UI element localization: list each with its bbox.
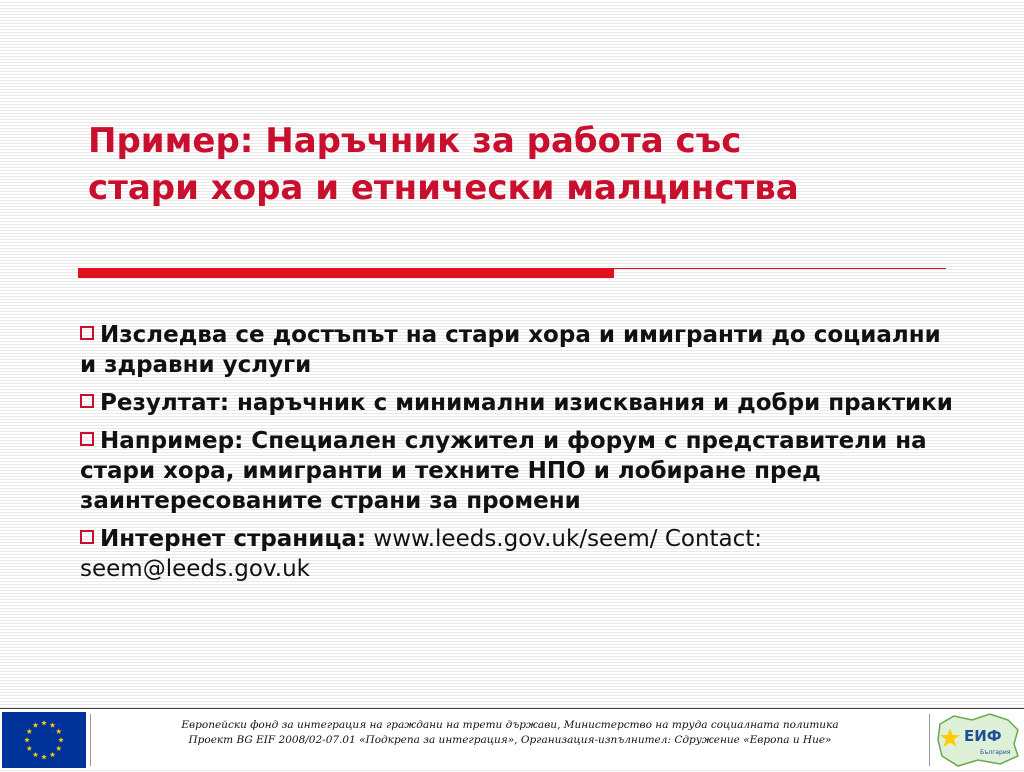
bullet-item-1 (80, 320, 960, 380)
title-divider-thick (78, 268, 614, 278)
title-divider-thin (614, 268, 946, 269)
footer-line-1: Европейски фонд за интеграция на граждани на трети държави, Министерство на труда социалната политика (181, 719, 839, 731)
eif-logo-text: ЕИФ (964, 727, 1002, 745)
slide-title (88, 118, 968, 212)
bullet-label: Интернет страница: (100, 526, 367, 552)
eu-flag-logo (2, 712, 86, 768)
footer-line-2: Проект BG EIF 2008/02-07.01 «Подкрепа за интеграция», Организация-изпълнител: Сдружение «Европа и Ние» (188, 734, 832, 746)
square-bullet-icon (80, 530, 94, 544)
slide-title-line-2: стари хора и етнически малцинства (88, 168, 799, 208)
website-contact-link[interactable]: www.leeds.gov.uk/seem/ Contact: seem@leeds.gov.uk (80, 526, 763, 582)
bullet-item-2 (80, 388, 960, 418)
square-bullet-icon (80, 394, 94, 408)
slide-title-line-1: Пример: Наръчник за работа със (88, 121, 742, 161)
square-bullet-icon (80, 432, 94, 446)
bullet-item-4 (80, 524, 960, 584)
eif-logo (934, 710, 1022, 768)
eif-logo-subtext: България (980, 749, 1011, 756)
bullet-text: Резултат: наръчник с минимални изисквания и добри практики (100, 390, 953, 416)
bullet-text: Изследва се достъпът на стари хора и имигранти до социални и здравни услуги (80, 322, 941, 378)
bullet-item-3 (80, 426, 960, 516)
bullet-list (80, 320, 960, 592)
square-bullet-icon (80, 326, 94, 340)
footer-text (90, 714, 930, 766)
bullet-text: Например: Специален служител и форум с представители на стари хора, имигранти и техните НПО и лобиране пред заинтересованите страни за промени (80, 428, 927, 514)
